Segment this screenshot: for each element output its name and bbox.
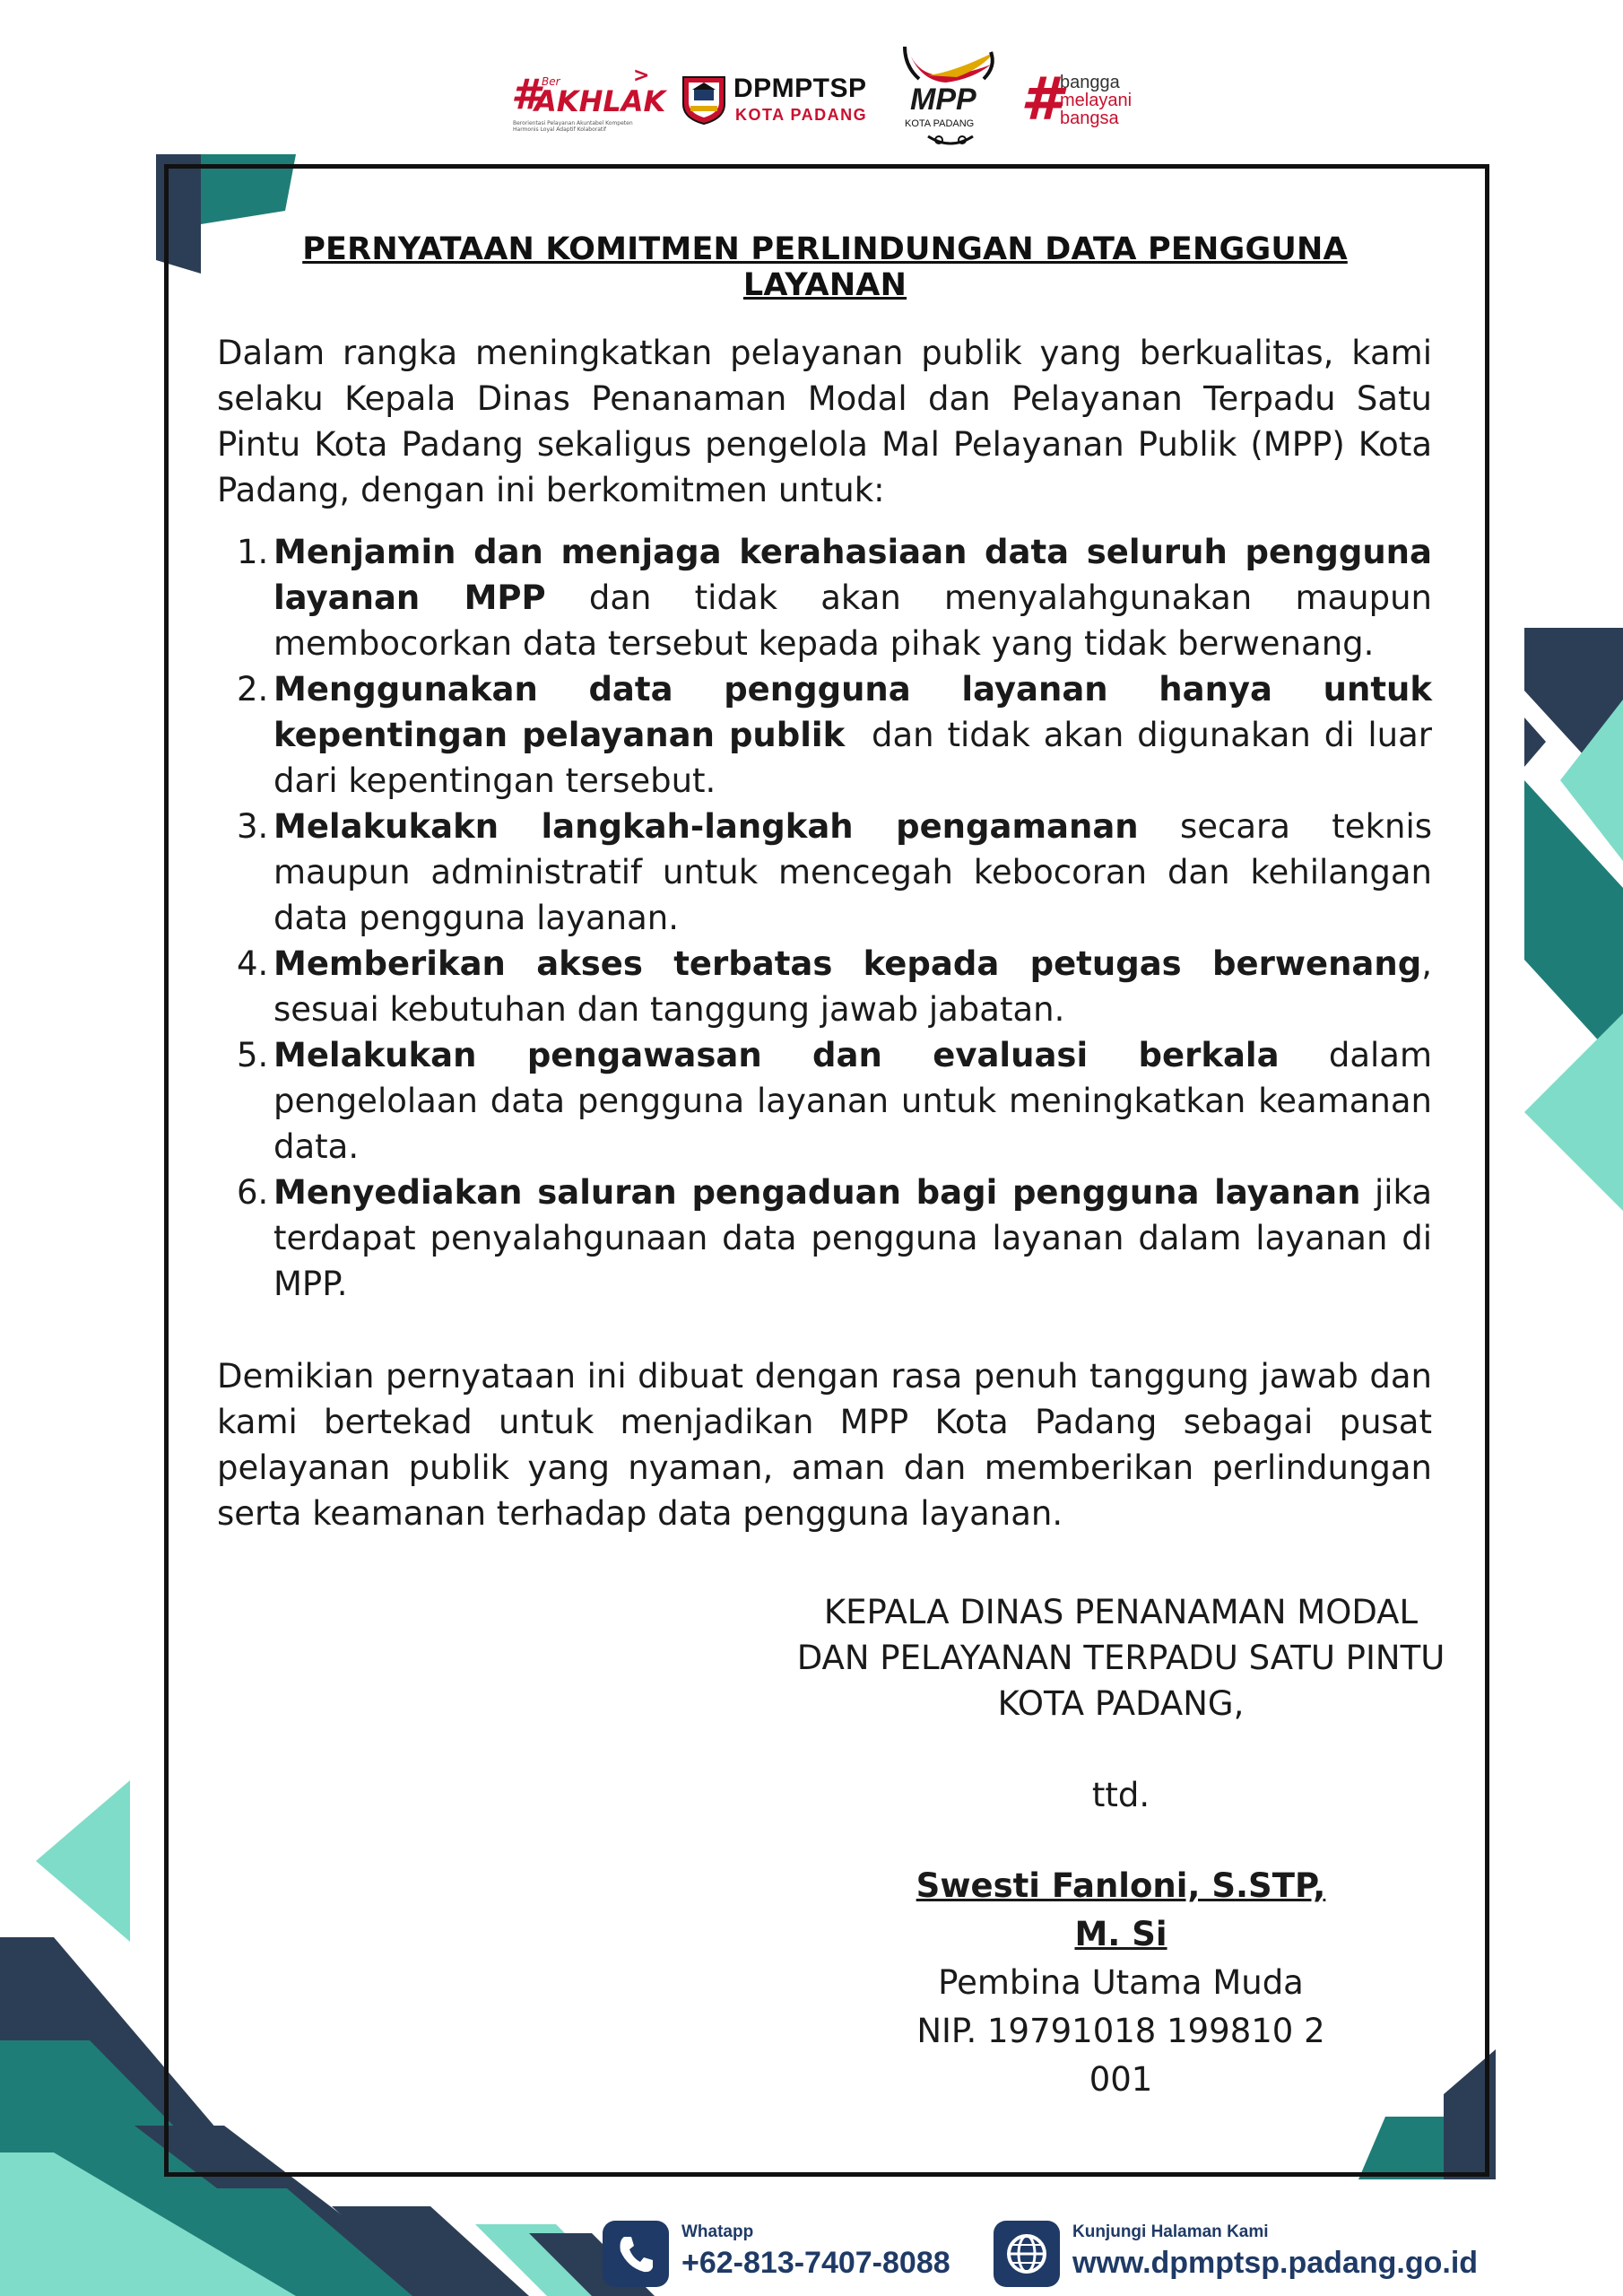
mpp-word: MPP <box>910 83 976 117</box>
list-item <box>217 529 1432 666</box>
website-label: Kunjungi Halaman Kami <box>1072 2222 1269 2241</box>
dpmptsp-logo <box>681 72 879 135</box>
signature-ttd: ttd. <box>1091 1776 1150 1814</box>
akhlak-word: AKHLAK <box>534 84 666 118</box>
berakhlak-logo <box>511 65 666 142</box>
mpp-logo <box>901 39 1000 152</box>
whatsapp-label: Whatapp <box>681 2222 754 2241</box>
commitment-list <box>217 529 1443 1307</box>
position-line-1: KEPALA DINAS PENANAMAN MODAL <box>823 1593 1419 1631</box>
list-item <box>217 1032 1432 1170</box>
list-item <box>217 1170 1432 1307</box>
commitment-bold: Menjamin dan menjaga kerahasiaan data seluruh pengguna layanan MPP <box>273 533 1432 617</box>
signatory-nip: NIP. 19791018 199810 2 001 <box>916 2012 1325 2099</box>
website-contact[interactable] <box>994 2221 1496 2292</box>
hash-icon: # <box>1020 65 1062 134</box>
bangga-line-3: bangsa <box>1060 109 1119 128</box>
whatsapp-contact[interactable] <box>603 2221 979 2292</box>
commitment-text: dan tidak akan digunakan di luar dari kepentingan tersebut. <box>273 716 1443 800</box>
commitment-text: jika terdapat penyalahgunaan data pengguna layanan dalam layanan di MPP. <box>273 1173 1432 1303</box>
commitment-text: , sesuai kebutuhan dan tanggung jawab jabatan. <box>273 944 1432 1029</box>
akhlak-ber-text: Ber <box>542 75 560 88</box>
header-logos <box>0 36 1623 152</box>
bl-lightteal-triangle <box>36 1780 130 1942</box>
bangga-melayani-bangsa-logo <box>1020 65 1155 145</box>
closing-paragraph: Demikian pernyataan ini dibuat dengan rasa penuh tanggung jawab dan kami bertekad untuk menjadikan MPP Kota Padang sebagai pusat pelayanan publik yang nyaman, aman dan memberikan perlindungan serta keamanan terhadap data pengguna layanan. <box>217 1357 1432 1533</box>
commitment-text: secara teknis maupun administratif untuk mencegah kebocoran dan kehilangan data pengguna layanan. <box>273 807 1432 937</box>
position-line-2: DAN PELAYANAN TERPADU SATU PINTU <box>796 1639 1445 1677</box>
phone-icon <box>603 2221 669 2287</box>
hash-icon: # <box>511 70 541 118</box>
commitment-text: dan tidak akan menyalahgunakan maupun membocorkan data tersebut kepada pihak yang tidak berwenang. <box>273 578 1432 663</box>
padang-emblem-icon <box>681 74 726 126</box>
document-title: PERNYATAAN KOMITMEN PERLINDUNGAN DATA PENGGUNA LAYANAN <box>302 231 1348 303</box>
commitment-bold: Melakukakn langkah-langkah pengamanan <box>273 807 1139 846</box>
list-number: 1. <box>237 533 269 571</box>
globe-icon <box>994 2221 1060 2287</box>
bangga-line-1: bangga <box>1060 73 1120 92</box>
list-item <box>217 804 1432 941</box>
whatsapp-number[interactable]: +62-813-7407-8088 <box>681 2246 950 2280</box>
list-number: 5. <box>237 1036 269 1074</box>
bangga-line-2: melayani <box>1060 91 1133 110</box>
list-item <box>217 941 1432 1032</box>
intro-paragraph: Dalam rangka meningkatkan pelayanan publik yang berkualitas, kami selaku Kepala Dinas Penanaman Modal dan Pelayanan Terpadu Satu Pintu Kota Padang sekaligus pengelola Mal Pelayanan Publik (MPP) Kota Padang, dengan ini berkomitmen untuk: <box>217 334 1432 509</box>
mpp-subtitle: KOTA PADANG <box>905 118 975 129</box>
arrow-icon: > <box>633 65 650 87</box>
signature-block <box>897 1862 1345 2104</box>
dpmptsp-title: DPMPTSP <box>733 74 867 103</box>
signature-position <box>762 1589 1480 1818</box>
website-url[interactable]: www.dpmptsp.padang.go.id <box>1072 2246 1479 2280</box>
dpmptsp-subtitle: KOTA PADANG <box>735 106 868 124</box>
akhlak-tagline: Berorientasi Pelayanan Akuntabel Kompeten Harmonis Loyal Adaptif Kolaboratif <box>513 120 633 133</box>
right-lightteal-diamond-2 <box>1524 1013 1623 1211</box>
list-number: 2. <box>237 670 269 709</box>
list-number: 6. <box>237 1173 269 1212</box>
signatory-rank: Pembina Utama Muda <box>938 1963 1304 2002</box>
signatory-name: Swesti Fanloni, S.STP, M. Si <box>916 1866 1326 1953</box>
position-line-3: KOTA PADANG, <box>997 1684 1245 1723</box>
list-number: 4. <box>237 944 269 983</box>
commitment-bold: Menyediakan saluran pengaduan bagi pengguna layanan <box>273 1173 1361 1212</box>
right-navy-notch <box>1524 718 1546 767</box>
list-item <box>217 666 1443 804</box>
commitment-bold: Menggunakan data pengguna layanan hanya untuk kepentingan pelayanan publik <box>273 670 1432 754</box>
list-number: 3. <box>237 807 269 846</box>
commitment-text: dalam pengelolaan data pengguna layanan untuk meningkatkan keamanan data. <box>273 1036 1433 1166</box>
commitment-bold: Melakukan pengawasan dan evaluasi berkala <box>273 1036 1280 1074</box>
document-body <box>217 330 1443 1536</box>
commitment-bold: Memberikan akses terbatas kepada petugas berwenang <box>273 944 1422 983</box>
